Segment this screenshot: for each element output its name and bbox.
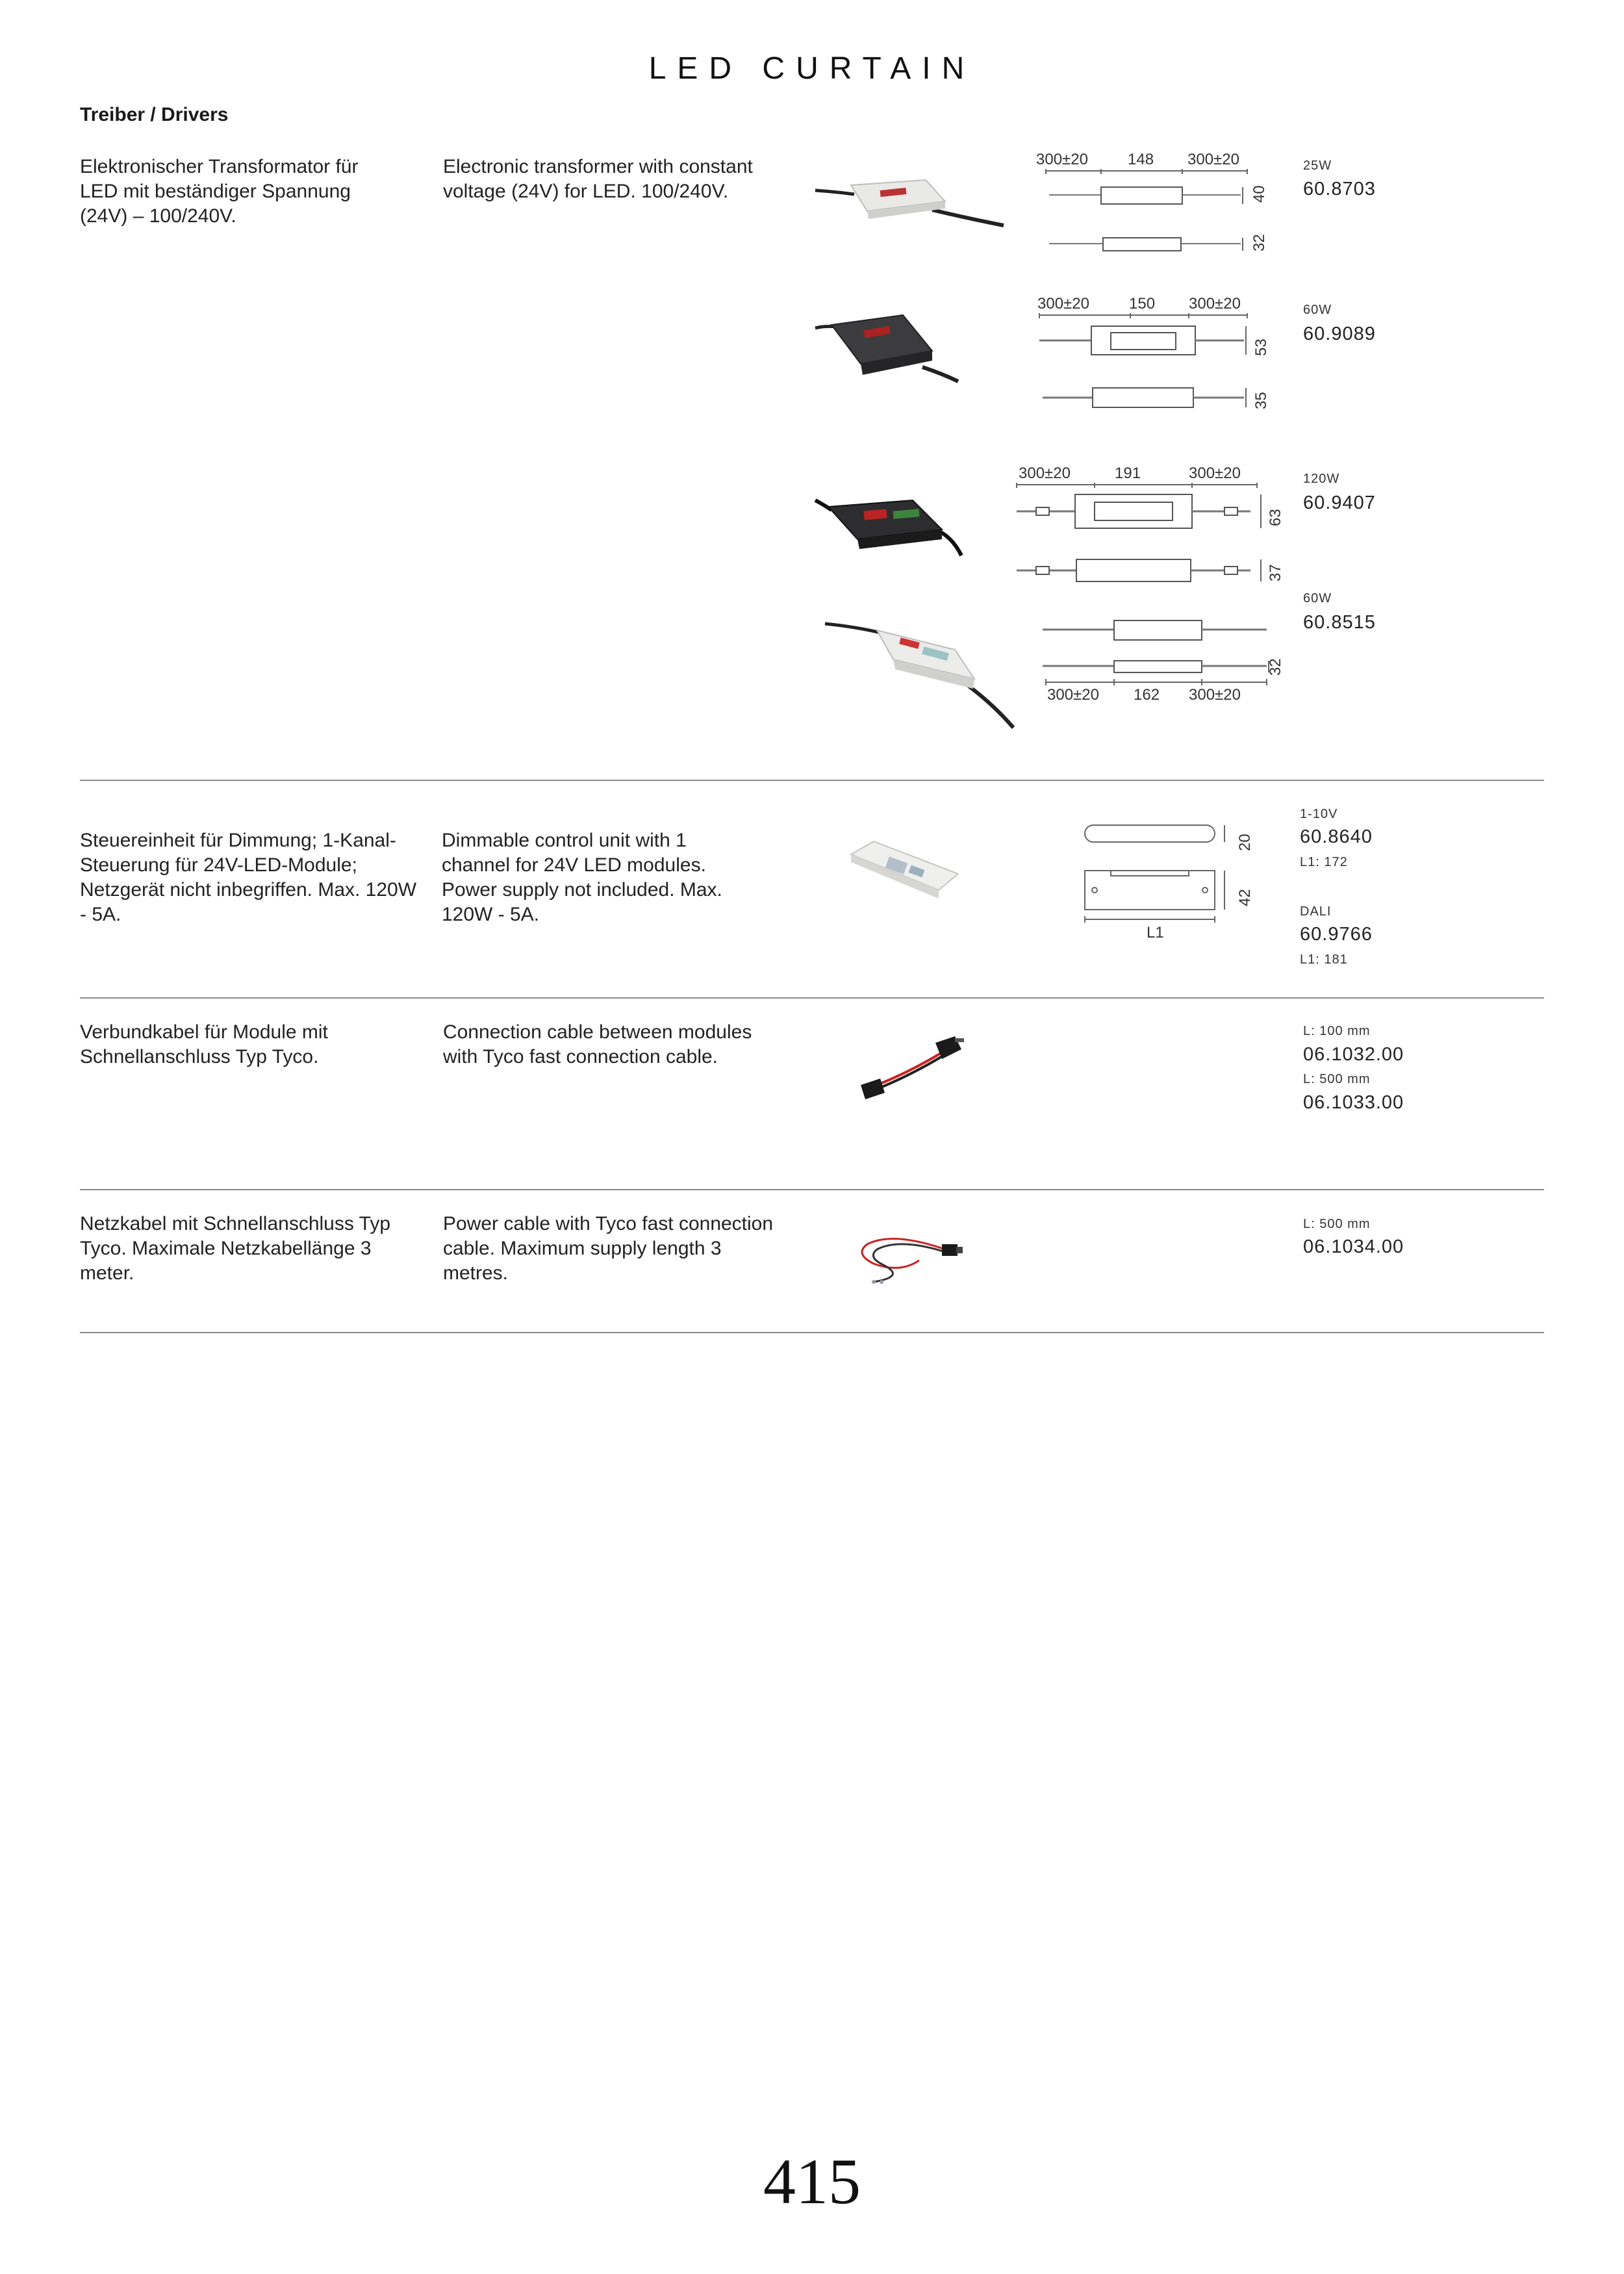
product-code-60-8515: 60.8515 <box>1303 612 1376 633</box>
dim-25w-h2: 32 <box>1250 234 1268 251</box>
product-code-60-9089: 60.9089 <box>1303 324 1376 344</box>
row1-desc-en: Electronic transformer with constant voltage (24V) for LED. 100/240V. <box>443 156 753 202</box>
dim-120w-mid: 191 <box>1115 465 1141 482</box>
product-note-l1-172: L1: 172 <box>1300 855 1348 869</box>
dimmer-dim-h2: 42 <box>1236 889 1254 906</box>
dim-25w-h1: 40 <box>1250 185 1268 203</box>
dim-60w-white-mid: 162 <box>1134 686 1160 704</box>
drawing-25w <box>1046 169 1254 253</box>
dimmer-photo <box>848 835 965 906</box>
row1-desc-de: Elektronischer Transformator für LED mit beständiger Spannung (24V) – 100/240V. <box>80 156 359 227</box>
dim-60w-white-right: 300±20 <box>1189 686 1241 704</box>
product-note-l1-181: L1: 181 <box>1300 952 1348 967</box>
product-code-60-8640: 60.8640 <box>1300 826 1373 847</box>
divider <box>80 1189 1544 1190</box>
page-number: 415 <box>763 2145 861 2217</box>
product-code-06-1032-00: 06.1032.00 <box>1303 1044 1404 1065</box>
product-label-60w-white: 60W <box>1303 591 1332 606</box>
product-label-l500-power: L: 500 mm <box>1303 1217 1371 1231</box>
dim-60w-left: 300±20 <box>1037 295 1089 313</box>
divider <box>80 780 1544 781</box>
dim-60w-white-left: 300±20 <box>1047 686 1099 704</box>
dim-60w-right: 300±20 <box>1189 295 1241 313</box>
dim-60w-h2: 35 <box>1252 392 1270 409</box>
divider <box>80 997 1544 999</box>
dim-60w-white-h1: 32 <box>1267 658 1284 676</box>
row4-desc-en: Power cable with Tyco fast connection cable. Maximum supply length 3 metres. <box>443 1213 774 1284</box>
product-code-06-1033-00: 06.1033.00 <box>1303 1092 1404 1113</box>
row4-desc-de: Netzkabel mit Schnellanschluss Typ Tyco. Maximale Netzkabellänge 3 meter. <box>80 1213 391 1284</box>
power-cable-photo <box>854 1225 971 1290</box>
product-label-l100: L: 100 mm <box>1303 1024 1371 1038</box>
driver-60w-photo <box>812 302 961 387</box>
dim-120w-right: 300±20 <box>1189 465 1241 482</box>
row2-desc-en: Dimmable control unit with 1 channel for 24V LED modules. Power supply not included. Max. 120W - 5A. <box>442 830 722 925</box>
product-label-l500: L: 500 mm <box>1303 1072 1371 1086</box>
driver-60w-white-photo <box>825 614 1020 731</box>
driver-120w-photo <box>815 484 965 562</box>
dim-120w-h1: 63 <box>1267 509 1284 526</box>
drawing-120w <box>1017 483 1270 587</box>
drawing-60w-white <box>1043 614 1270 689</box>
dimmer-dim-h1: 20 <box>1236 834 1254 851</box>
dim-25w-right: 300±20 <box>1187 151 1239 168</box>
dim-120w-left: 300±20 <box>1019 465 1071 482</box>
driver-25w-photo <box>815 166 1004 237</box>
product-label-dali: DALI <box>1300 904 1332 919</box>
dimmer-dim-l1: L1 <box>1147 924 1164 941</box>
dim-60w-h1: 53 <box>1252 339 1270 356</box>
dim-25w-left: 300±20 <box>1036 151 1088 168</box>
product-code-60-8703: 60.8703 <box>1303 179 1376 199</box>
row2-desc-de: Steuereinheit für Dimmung; 1-Kanal-Steuerung für 24V-LED-Module; Netzgerät nicht inbegriffen. Max. 120W - 5A. <box>80 830 417 925</box>
dim-120w-h2: 37 <box>1267 564 1284 581</box>
page-title: LED CURTAIN <box>648 51 976 86</box>
dimmer-drawing <box>1078 822 1260 932</box>
section-heading: Treiber / Drivers <box>80 104 229 125</box>
product-code-60-9407: 60.9407 <box>1303 492 1376 513</box>
product-label-60w: 60W <box>1303 303 1332 317</box>
product-code-06-1034-00: 06.1034.00 <box>1303 1236 1404 1257</box>
product-label-25w: 25W <box>1303 159 1332 173</box>
drawing-60w <box>1039 313 1254 411</box>
product-label-120w: 120W <box>1303 472 1340 486</box>
row3-desc-en: Connection cable between modules with Tyco fast connection cable. <box>443 1021 752 1067</box>
divider <box>80 1332 1544 1333</box>
product-label-1-10v: 1-10V <box>1300 807 1338 821</box>
connection-cable-photo <box>857 1033 968 1111</box>
dim-60w-mid: 150 <box>1129 295 1156 313</box>
dim-25w-mid: 148 <box>1128 151 1154 168</box>
product-code-60-9766: 60.9766 <box>1300 924 1373 945</box>
row3-desc-de: Verbundkabel für Module mit Schnellanschluss Typ Tyco. <box>80 1021 328 1067</box>
